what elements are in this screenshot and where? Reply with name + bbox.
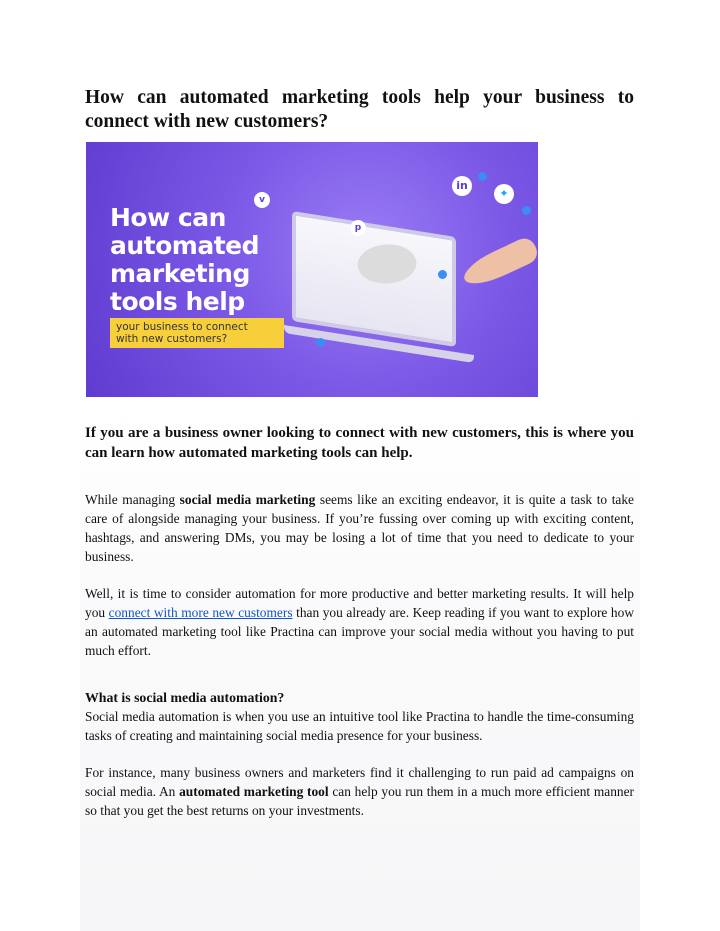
vimeo-icon: v xyxy=(254,192,270,208)
text-span: For instance, many business owners and marketers find it challenging to run paid ad campaigns on social media. An xyxy=(85,765,634,799)
hero-headline-line: marketing xyxy=(110,259,250,288)
hero-subtitle-badge xyxy=(110,318,284,348)
text-span: can help you run them in a much more efficient manner so that you get the best returns on your investments. xyxy=(85,784,634,818)
pinterest-icon: p xyxy=(350,220,366,236)
notification-dot-icon xyxy=(522,206,531,215)
paragraph-social-media-marketing xyxy=(85,490,634,566)
like-icon xyxy=(316,338,325,347)
hero-headline-line: automated xyxy=(110,231,260,260)
document-title: How can automated marketing tools help your business to connect with new customers? xyxy=(85,87,634,132)
paragraph-definition: Social media automation is when you use an intuitive tool like Practina to handle the time-consuming tasks of creating and maintaining social media presence for your business. xyxy=(85,709,634,743)
hero-headline-line: tools help xyxy=(110,287,245,316)
text-span: While managing xyxy=(85,492,180,507)
paragraph-example xyxy=(85,763,634,820)
twitter-icon: ✦ xyxy=(494,184,514,204)
hero-headline xyxy=(110,204,259,316)
connect-customers-link[interactable]: connect with more new customers xyxy=(108,605,293,620)
human-hand-illustration xyxy=(459,235,538,292)
like-icon xyxy=(438,270,447,279)
section-heading: What is social media automation? xyxy=(85,690,285,705)
bold-text: social media marketing xyxy=(179,492,316,507)
page-shading xyxy=(80,406,640,931)
hero-image xyxy=(86,142,538,397)
hero-headline-line: How can xyxy=(110,203,226,232)
paragraph-automation xyxy=(85,584,634,660)
hero-subtitle-line: with new customers? xyxy=(116,333,228,345)
lead-paragraph: If you are a business owner looking to connect with new customers, this is where you can learn how automated marketing tools can help. xyxy=(85,425,634,461)
notification-dot-icon xyxy=(478,172,487,181)
linkedin-icon: in xyxy=(452,176,472,196)
text-span: Well, it is time to consider automation for more productive and better marketing results. It will help you xyxy=(85,586,634,620)
text-span: seems like an exciting endeavor, it is quite a task to take care of alongside managing your business. If you’re fussing over coming up with exciting content, hashtags, and answering DMs, you may be losing a lot of time that you need to dedicate to your business. xyxy=(85,492,634,564)
bold-text: automated marketing tool xyxy=(179,784,329,799)
hero-subtitle-line: your business to connect xyxy=(116,321,248,333)
text-span: than you already are. Keep reading if you want to explore how an automated marketing tool like Practina can improve your social media without you having to put much effort. xyxy=(85,605,634,658)
